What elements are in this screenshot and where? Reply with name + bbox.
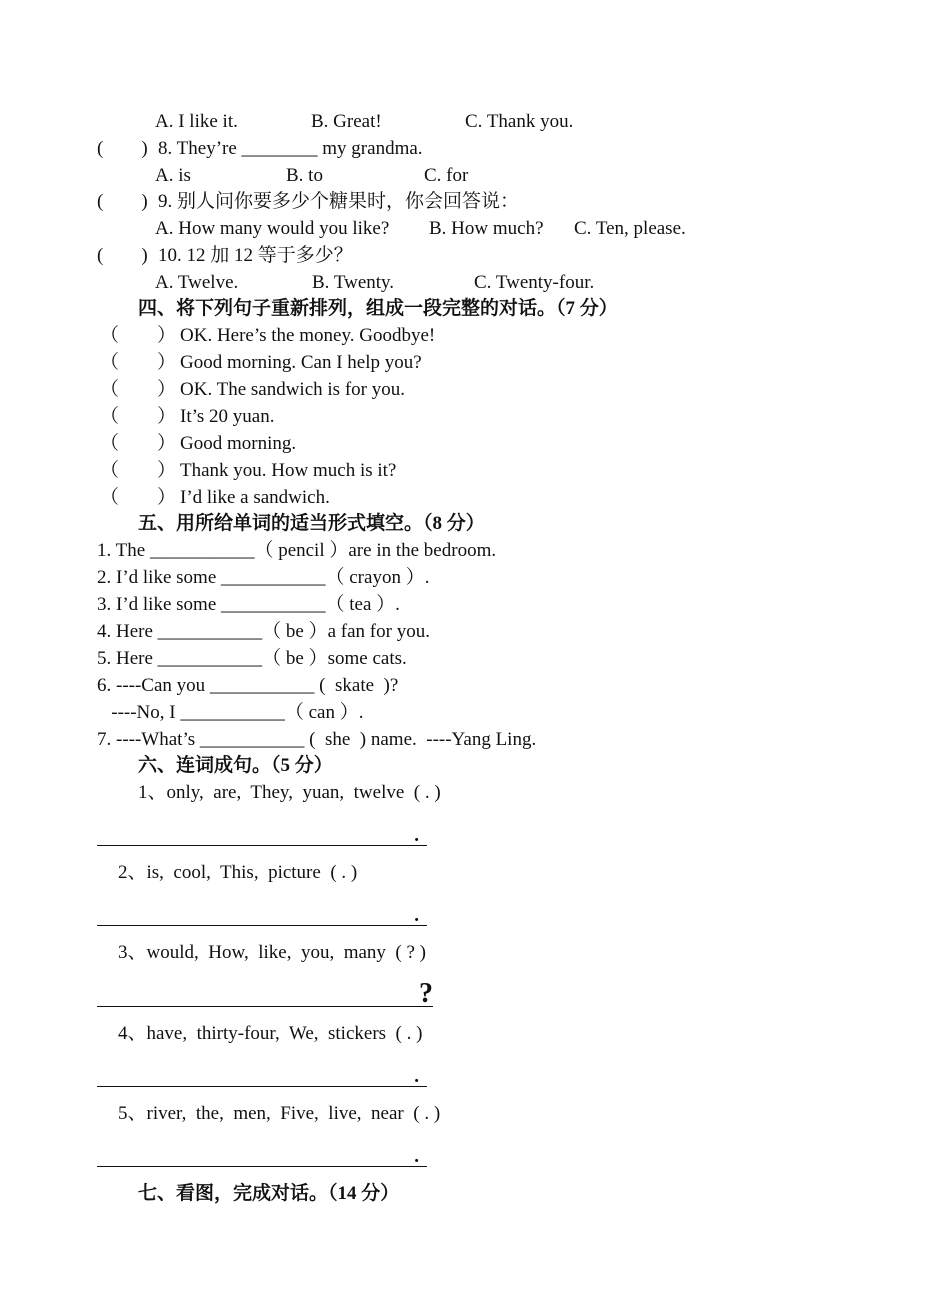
q9-paren: ( ) bbox=[97, 191, 148, 212]
end-punct: . bbox=[414, 905, 419, 926]
dialog-item: OK. The sandwich is for you. bbox=[180, 379, 405, 400]
fill-line: 3. I’d like some ___________（ tea ）. bbox=[97, 594, 400, 615]
q10-option-a: A. Twelve. bbox=[155, 272, 239, 293]
section-7-title: 七、看图，完成对话。（14 分） bbox=[138, 1183, 400, 1204]
dialog-paren: （ ） bbox=[100, 352, 177, 373]
end-punct: . bbox=[414, 825, 419, 846]
q10-paren: ( ) bbox=[97, 245, 148, 266]
q10-option-b: B. Twenty. bbox=[312, 272, 395, 293]
answer-line bbox=[97, 1058, 427, 1087]
q9-option-b: B. How much? bbox=[429, 218, 544, 239]
dialog-item: Good morning. Can I help you? bbox=[180, 352, 422, 373]
scramble-words: 2、is, cool, This, picture ( . ) bbox=[118, 862, 358, 883]
dialog-paren: （ ） bbox=[100, 406, 177, 427]
q8-text: 8. They’re ________ my grandma. bbox=[158, 138, 423, 159]
scramble-words: 5、river, the, men, Five, live, near ( . ) bbox=[118, 1103, 441, 1124]
dialog-item: Thank you. How much is it? bbox=[180, 460, 397, 481]
answer-line bbox=[97, 897, 427, 926]
fill-line: 6. ----Can you ___________ ( skate )? bbox=[97, 675, 399, 696]
q10-text: 10. 12 加 12 等于多少？ bbox=[158, 245, 353, 266]
q7-option-a: A. I like it. bbox=[155, 111, 238, 132]
q9-option-a: A. How many would you like? bbox=[155, 218, 390, 239]
q7-option-c: C. Thank you. bbox=[465, 111, 574, 132]
section-6-title: 六、连词成句。（5 分） bbox=[138, 755, 333, 776]
answer-line bbox=[97, 817, 427, 846]
dialog-item: It’s 20 yuan. bbox=[180, 406, 275, 427]
end-punct: . bbox=[414, 1146, 419, 1167]
scramble-words: 1、only, are, They, yuan, twelve ( . ) bbox=[138, 782, 441, 803]
q9-option-c: C. Ten, please. bbox=[574, 218, 686, 239]
dialog-paren: （ ） bbox=[100, 460, 177, 481]
fill-line: 4. Here ___________（ be ）a fan for you. bbox=[97, 621, 430, 642]
dialog-item: I’d like a sandwich. bbox=[180, 487, 330, 508]
q8-option-c: C. for bbox=[424, 165, 469, 186]
dialog-paren: （ ） bbox=[100, 433, 177, 454]
end-punct: ? bbox=[419, 978, 433, 1009]
q10-option-c: C. Twenty-four. bbox=[474, 272, 595, 293]
fill-line: 5. Here ___________（ be ）some cats. bbox=[97, 648, 407, 669]
fill-line: 1. The ___________（ pencil ）are in the bedroom. bbox=[97, 540, 497, 561]
fill-line: ----No, I ___________（ can ）. bbox=[97, 702, 364, 723]
dialog-paren: （ ） bbox=[100, 379, 177, 400]
section-4-title: 四、将下列句子重新排列，组成一段完整的对话。（7 分） bbox=[138, 298, 618, 319]
scramble-words: 3、would, How, like, you, many ( ? ) bbox=[118, 942, 426, 963]
answer-line bbox=[97, 978, 433, 1007]
q9-text: 9. 别人问你要多少个糖果时，你会回答说： bbox=[158, 191, 520, 212]
answer-line bbox=[97, 1138, 427, 1167]
fill-line: 2. I’d like some ___________（ crayon ）. bbox=[97, 567, 430, 588]
scramble-words: 4、have, thirty-four, We, stickers ( . ) bbox=[118, 1023, 423, 1044]
q8-paren: ( ) bbox=[97, 138, 148, 159]
dialog-item: OK. Here’s the money. Goodbye! bbox=[180, 325, 436, 346]
q7-option-b: B. Great! bbox=[311, 111, 382, 132]
dialog-paren: （ ） bbox=[100, 487, 177, 508]
q8-option-b: B. to bbox=[286, 165, 323, 186]
q8-option-a: A. is bbox=[155, 165, 191, 186]
section-5-title: 五、用所给单词的适当形式填空。（8 分） bbox=[138, 513, 485, 534]
end-punct: . bbox=[414, 1066, 419, 1087]
dialog-paren: （ ） bbox=[100, 325, 177, 346]
fill-line: 7. ----What’s ___________ ( she ) name. ----Yang Ling. bbox=[97, 729, 537, 750]
dialog-item: Good morning. bbox=[180, 433, 297, 454]
